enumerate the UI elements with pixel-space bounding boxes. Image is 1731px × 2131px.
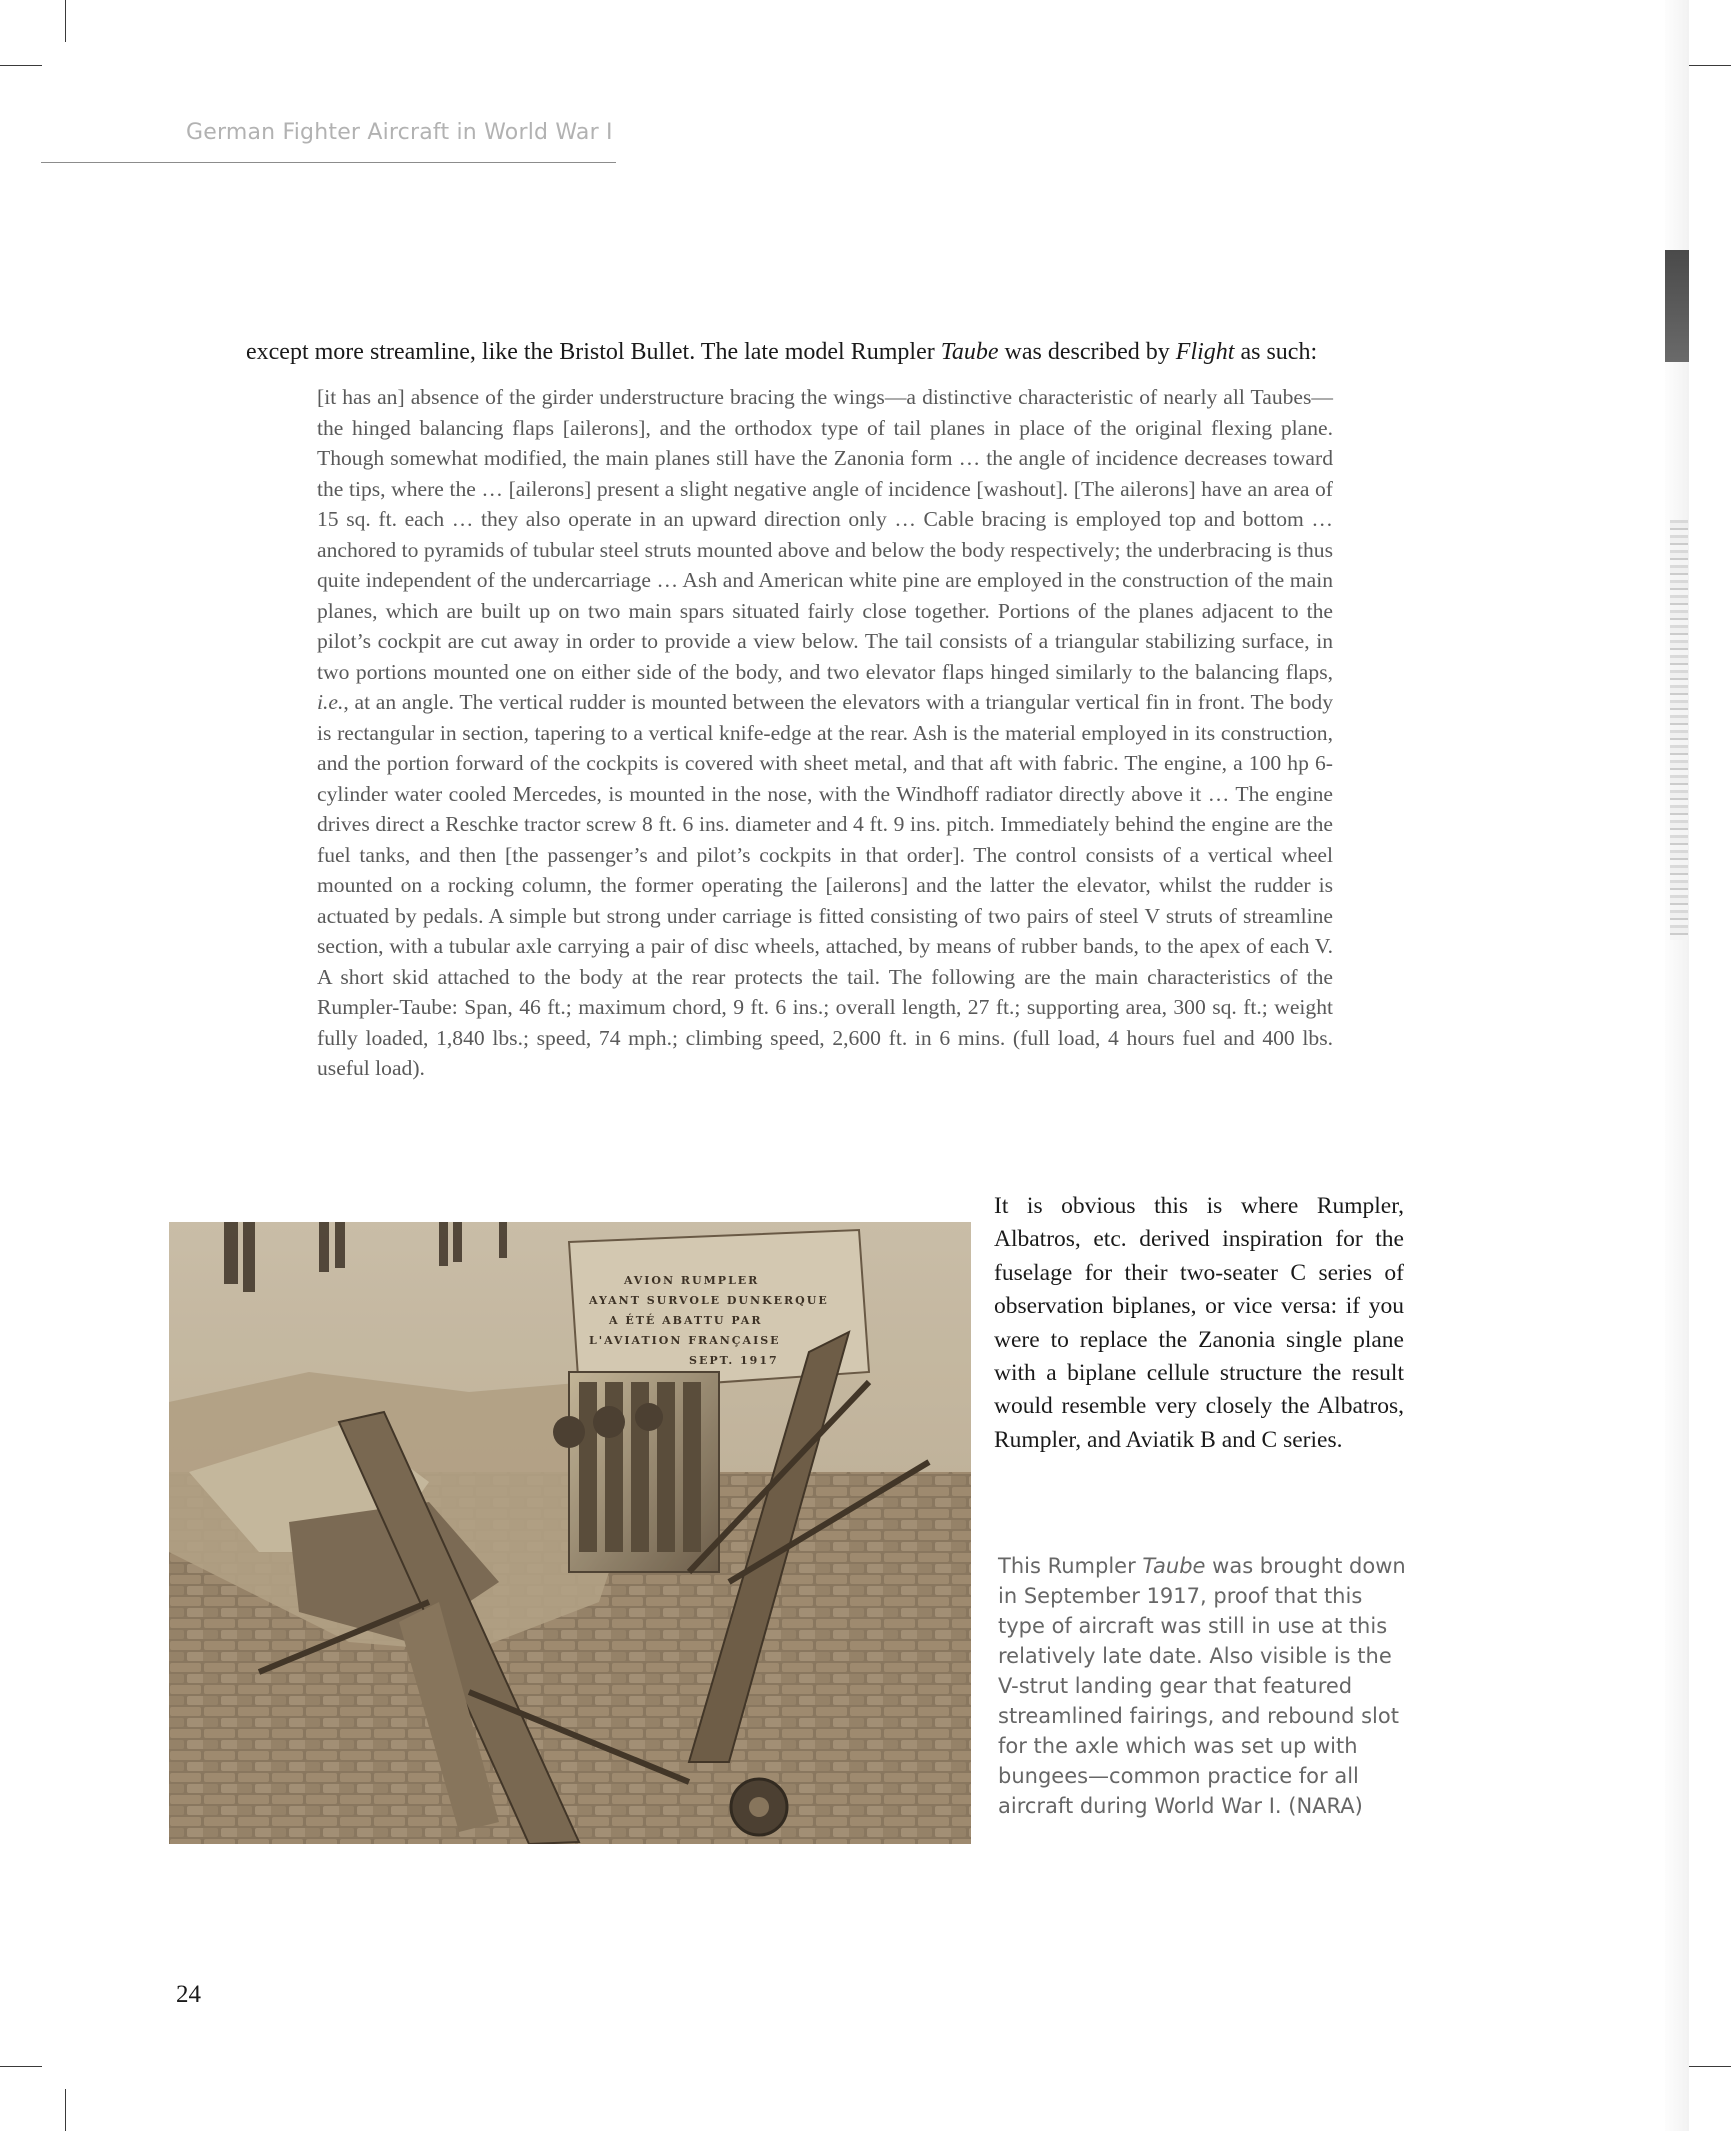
caption-text-2: was brought down in September 1917, proof that this type of aircraft was still in use at this relatively late date. Also visible is the V-strut landing gear that featured streamlined fairings, and rebound slot for the axle which was set up with bungees—common practice for all aircraft during World War I. (NARA) (998, 1554, 1406, 1818)
side-paragraph: It is obvious this is where Rumpler, Albatros, etc. derived inspiration for the fuselage for their two-seater C series of observation biplanes, or vice versa: if you were to replace the Zanonia single plane with a biplane cellule structure the result would resemble very closely the Albatros, Rumpler, and Aviatik B and C series. (994, 1193, 1404, 1453)
lead-text-3: as such: (1234, 339, 1318, 365)
quote-text-2: , at an angle. The vertical rudder is mounted between the elevators with a triangular vertical fin in front. The body is rectangular in section, tapering to a vertical knife-edge at the rear. Ash is the material employed in its construction, and the portion forward of the cockpits is covered with sheet metal, and that aft with fabric. The engine, a 100 hp 6-cylinder water cooled Mercedes, is mounted in the nose, with the Windhoff radiator directly above it … The engine drives direct a Reschke tractor screw 8 ft. 6 ins. diameter and 4 ft. 9 ins. pitch. Immediately behind the engine are the fuel tanks, and then [the passenger’s and pilot’s cockpits in that order]. The control consists of a vertical wheel mounted on a rocking column, the former operating the [ailerons] and the latter the elevator, whilst the rudder is actuated by pedals. A simple but strong under carriage is fitted consisting of two pairs of steel V struts of streamline section, with a tubular axle carrying a pair of disc wheels, attached, by means of rubber bands, to the apex of each V. A short skid attached to the body at the rear protects the tail. The following are the main characteristics of the Rumpler-Taube: Span, 46 ft.; maximum chord, 9 ft. 6 ins.; overall length, 27 ft.; supporting area, 300 sq. ft.; weight fully loaded, 1,840 lbs.; speed, 74 mph.; climbing speed, 2,600 ft. in 6 mins. (full load, 4 hours fuel and 400 lbs. useful load). (317, 690, 1333, 1080)
sign-line-2: AYANT SURVOLE DUNKERQUE (589, 1294, 829, 1307)
facing-page-edge-dark-band (1665, 250, 1689, 362)
lead-paragraph (246, 335, 1406, 369)
lead-taube-italic: Taube (940, 339, 999, 365)
page-number: 24 (176, 1981, 201, 2008)
crop-mark-bottom-right-horizontal (1689, 2066, 1731, 2067)
lead-text-1: except more streamline, like the Bristol Bullet. The late model Rumpler (246, 339, 941, 365)
crop-mark-bottom-left-vertical (65, 2089, 66, 2131)
header-rule (41, 162, 616, 163)
crop-mark-top-left-vertical (65, 0, 66, 42)
caption-taube-italic: Taube (1142, 1554, 1206, 1578)
block-quote (317, 382, 1333, 1084)
sign-line-4: L'AVIATION FRANÇAISE (589, 1334, 781, 1347)
photo-caption (998, 1551, 1408, 1821)
crop-mark-bottom-left-horizontal (0, 2066, 42, 2067)
rumpler-wreck-photo (169, 1222, 971, 1844)
crop-mark-top-left-horizontal (0, 65, 42, 66)
lead-flight-italic: Flight (1175, 339, 1235, 365)
quote-ie-italic: i.e. (317, 690, 344, 714)
sign-line-5: SEPT. 1917 (689, 1354, 779, 1367)
running-header: German Fighter Aircraft in World War I (186, 120, 613, 145)
sign-line-1: AVION RUMPLER (624, 1274, 760, 1287)
lead-text-2: was described by (998, 339, 1176, 365)
quote-text-1: [it has an] absence of the girder understructure bracing the wings—a distinctive characteristic of nearly all Taubes—the hinged balancing flaps [ailerons], and the orthodox type of tail planes in place of the original flexing plane. Though somewhat modified, the main planes still have the Zanonia form … the angle of incidence decreases toward the tips, where the … [ailerons] present a slight negative angle of incidence [washout]. [The ailerons] have an area of 15 sq. ft. each … they also operate in an upward direction only … Cable bracing is employed top and bottom … anchored to pyramids of tubular steel struts mounted above and below the body respectively; the underbracing is thus quite independent of the undercarriage … Ash and American white pine are employed in the construction of the main planes, which are built up on two main spars situated fairly close together. Portions of the planes adjacent to the pilot’s cockpit are cut away in order to provide a view below. The tail consists of a triangular stabilizing surface, in two portions mounted one on either side of the body, and two elevator flaps hinged similarly to the balancing flaps, (317, 385, 1333, 684)
facing-page-edge-photo-bleed (1670, 520, 1688, 940)
crop-mark-top-right-horizontal (1689, 65, 1731, 66)
sign-line-3: A ÉTÉ ABATTU PAR (609, 1314, 763, 1327)
caption-text-1: This Rumpler (998, 1554, 1143, 1578)
